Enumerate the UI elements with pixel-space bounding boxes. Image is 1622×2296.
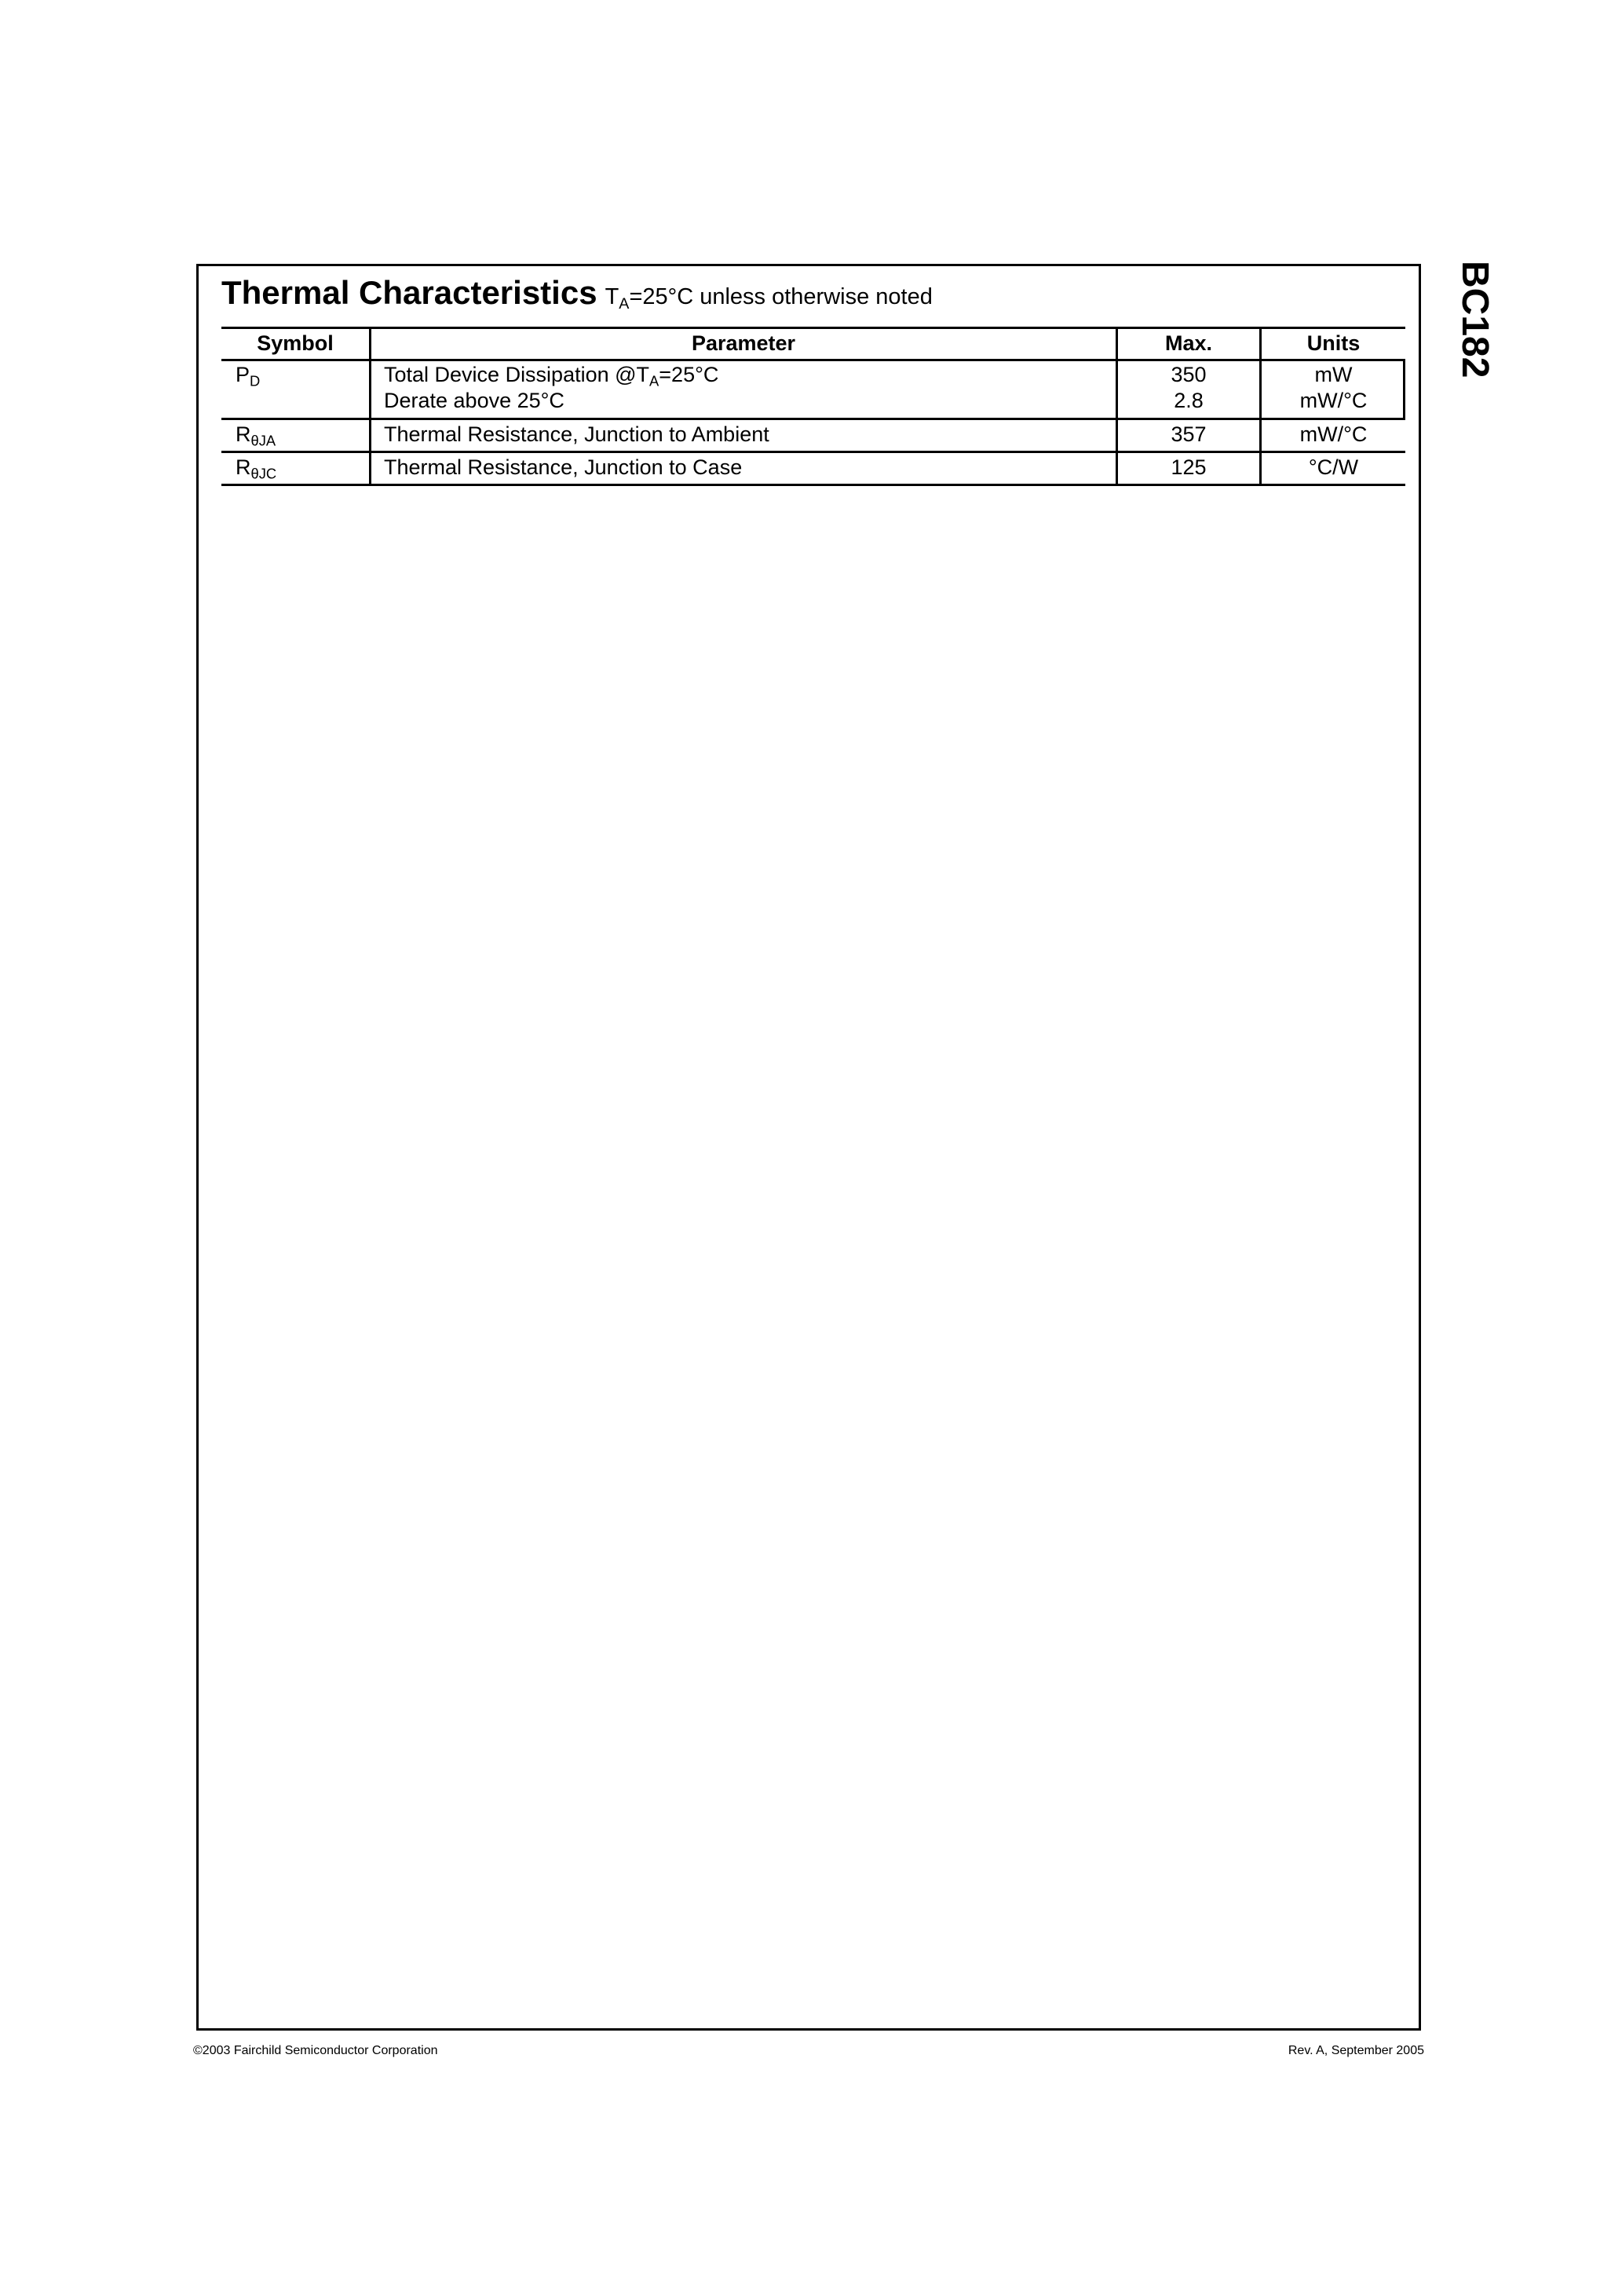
header-parameter: Parameter bbox=[691, 331, 796, 355]
condition-suffix: =25°C unless otherwise noted bbox=[629, 284, 933, 309]
section-title bbox=[221, 274, 933, 313]
header-max: Max. bbox=[1164, 331, 1213, 355]
row2-parameter: Thermal Resistance, Junction to Ambient bbox=[384, 422, 769, 446]
row3-symbol: $R_{\theta JC}$ bbox=[236, 455, 277, 482]
footer-revision: Rev. A, September 2005 bbox=[1288, 2044, 1424, 2057]
row1-symbol: $P_D$ bbox=[236, 363, 261, 389]
row1-max-line2: 2.8 bbox=[1174, 389, 1204, 412]
row1-parameter-line1: Total Device Dissipation $@T_A=25^\circ C$ bbox=[384, 363, 719, 389]
row3-units: °C/W bbox=[1308, 455, 1359, 479]
row1-max-line1: 350 bbox=[1171, 363, 1207, 386]
row1-units-line1: mW bbox=[1314, 363, 1353, 386]
table-rule-top bbox=[221, 327, 1405, 329]
table-rule-row2 bbox=[221, 451, 1405, 453]
row2-symbol: $R_{\theta JA}$ bbox=[236, 422, 276, 449]
row3-max: 125 bbox=[1171, 455, 1207, 479]
part-number-text: BC182 bbox=[1454, 261, 1496, 378]
row3-parameter: Thermal Resistance, Junction to Case bbox=[384, 455, 743, 479]
table-rule-row1 bbox=[221, 418, 1405, 420]
row1-parameter-line2: Derate above 25°C bbox=[384, 389, 564, 412]
row2-units: mW/°C bbox=[1299, 422, 1368, 446]
row1-units-line2: mW/°C bbox=[1299, 389, 1368, 412]
section-title-text: Thermal Characteristics bbox=[221, 274, 597, 311]
section-condition bbox=[605, 284, 933, 313]
condition-prefix: T bbox=[605, 284, 619, 309]
footer-copyright: ©2003 Fairchild Semiconductor Corporation bbox=[193, 2044, 438, 2057]
part-number-side-label bbox=[1451, 261, 1498, 386]
row2-max: 357 bbox=[1171, 422, 1207, 446]
header-units: Units bbox=[1306, 331, 1361, 355]
condition-subscript: A bbox=[619, 294, 630, 313]
header-symbol: Symbol bbox=[257, 331, 334, 355]
table-rule-bottom bbox=[221, 484, 1405, 486]
page-frame bbox=[196, 264, 1421, 2031]
